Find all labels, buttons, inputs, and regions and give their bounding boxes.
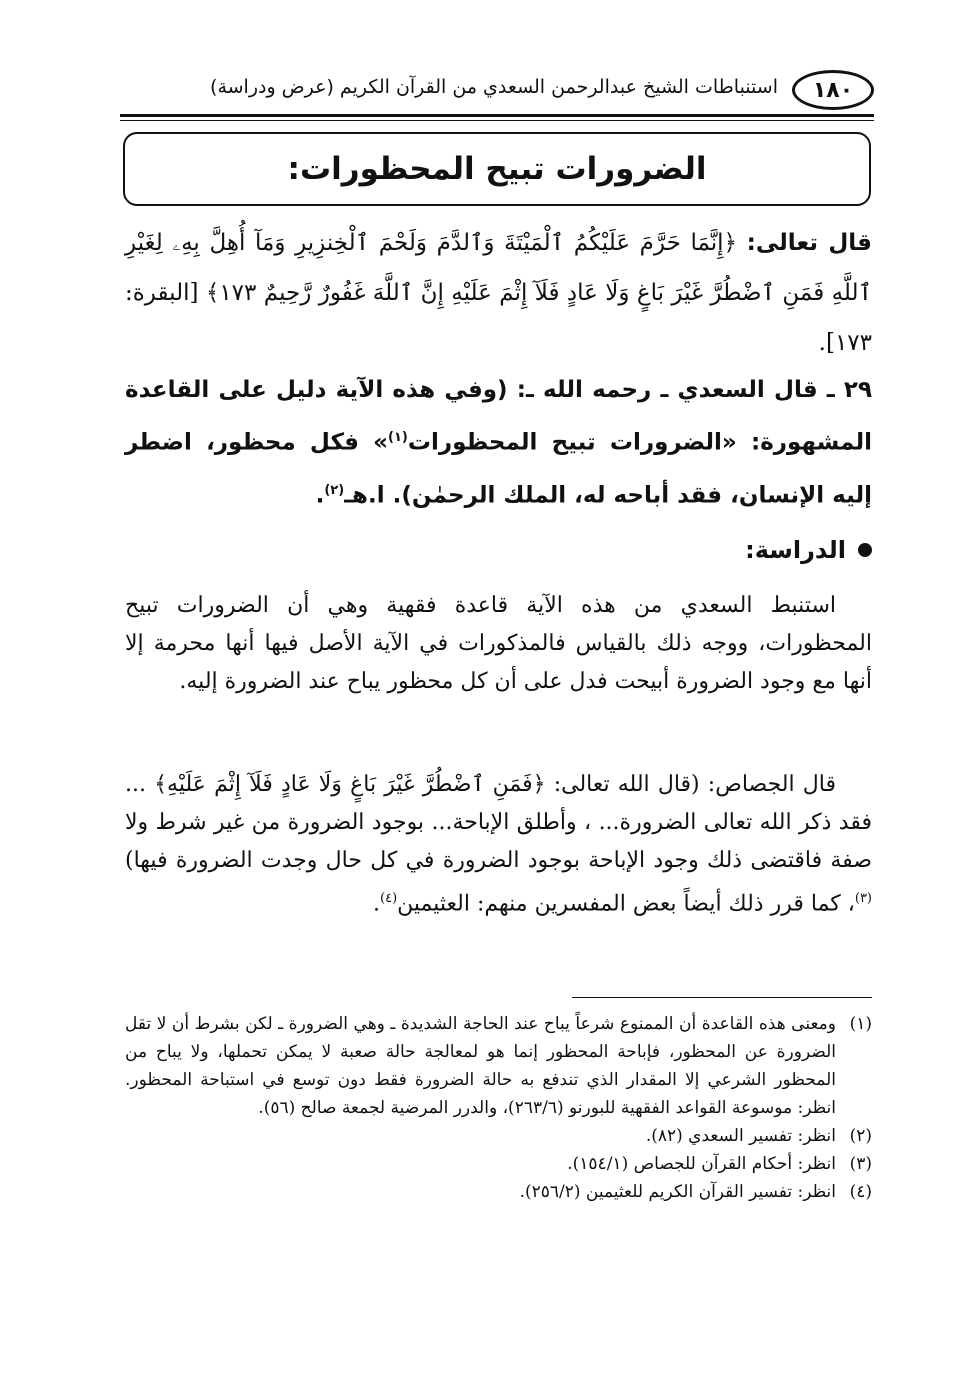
footnote-ref-2: (٢) xyxy=(324,482,345,498)
study-paragraph-1: استنبط السعدي من هذه الآية قاعدة فقهية وهي أن الضرورات تبيح المحظورات، ووجه ذلك بالقياس فالمذكورات في الآية الأصل فيها أنها محرمة إلا أنها مع وجود الضرورة أبيحت فدل على أن كل محظور يباح عند الضرورة إليه. xyxy=(125,593,872,694)
quran-paragraph xyxy=(125,218,872,368)
quran-verse: ﴿إِنَّمَا حَرَّمَ عَلَيْكُمُ ٱلْمَيْتَةَ وَٱلدَّمَ وَلَحْمَ ٱلْخِنزِيرِ وَمَآ أُهِلَّ بِهِۦ لِغَيْرِ ٱللَّهِ فَمَنِ ٱضْطُرَّ غَيْرَ بَاغٍ وَلَا عَادٍ فَلَآ إِثْمَ عَلَيْهِ إِنَّ ٱللَّهَ غَفُورٌ رَّحِيمٌ ١٧٣﴾ xyxy=(125,230,873,306)
footnote-text: انظر: تفسير السعدي (٨٢). xyxy=(645,1126,836,1146)
section-title-box xyxy=(123,132,871,206)
footnote-1 xyxy=(125,1010,872,1122)
footnote-text: ومعنى هذه القاعدة أن الممنوع شرعاً يباح عند الحاجة الشديدة ـ وهي الضرورة ـ لكن بشرط أن لا تقل الضرورة عن المحظور، فإباحة المحظور إنما هو لمعالجة حالة صعبة لا يمكن تحملها، ولا يباح من المحظور الشرعي إلا المقدار الذي تندفع به حالة الضرورة فقط دون توسع في استباحة المحظور. انظر: موسوعة القواعد الفقهية للبورنو (٢٦٣/٦)، والدرر المرضية لجمعة صالح (٥٦). xyxy=(125,1014,836,1118)
study-paragraph-2 xyxy=(125,766,872,923)
running-title: استنباطات الشيخ عبدالرحمن السعدي من القرآن الكريم (عرض ودراسة) xyxy=(210,76,778,98)
header-rule-thin xyxy=(120,120,874,121)
saadi-quote xyxy=(125,366,872,519)
footnote-number: (٢) xyxy=(849,1126,872,1146)
footnote-number: (١) xyxy=(849,1014,872,1034)
page-number: ١٨٠ xyxy=(792,70,874,110)
quran-reference: [البقرة: ١٧٣]. xyxy=(125,280,872,356)
quran-lead: قال تعالى: xyxy=(746,230,872,256)
footnote-ref-4: (٤) xyxy=(380,891,398,906)
page-header xyxy=(120,66,874,110)
section-title: الضرورات تبيح المحظورات: xyxy=(287,151,707,187)
saadi-quote-end: . xyxy=(315,482,325,509)
study-heading-label: الدراسة: xyxy=(745,536,846,564)
footnote-separator xyxy=(572,997,872,998)
bullet-icon xyxy=(858,543,872,557)
footnote-ref-3: (٣) xyxy=(854,891,872,906)
footnote-number: (٣) xyxy=(849,1154,872,1174)
study-paragraph-2-end: . xyxy=(373,891,381,917)
footnote-3 xyxy=(125,1150,872,1178)
study-paragraph-2-cont: ، كما قرر ذلك أيضاً بعض المفسرين منهم: العثيمين xyxy=(397,891,855,917)
study-heading xyxy=(745,536,872,564)
footnote-ref-1: (١) xyxy=(388,430,408,445)
footnote-2 xyxy=(125,1122,872,1150)
footnote-number: (٤) xyxy=(849,1182,872,1202)
header-rule-thick xyxy=(120,114,874,117)
footnote-4 xyxy=(125,1178,872,1206)
footnote-text: انظر: أحكام القرآن للجصاص (١٥٤/١). xyxy=(567,1154,836,1174)
footnote-text: انظر: تفسير القرآن الكريم للعثيمين (٢٥٦/٢). xyxy=(519,1182,836,1202)
jassas-quote: قال الجصاص: (قال الله تعالى: ﴿فَمَنِ ٱضْطُرَّ غَيْرَ بَاغٍ وَلَا عَادٍ فَلَآ إِثْمَ عَلَيْهِ﴾ ... فقد ذكر الله تعالى الضرورة... ، وأطلق الإباحة... بوجود الضرورة من غير شرط ولا صفة فاقتضى ذلك وجود الإباحة بوجود الضرورة في كل حال وجدت الضرورة فيها) xyxy=(125,772,872,873)
footnotes xyxy=(125,1010,872,1206)
saadi-quote-part1: ٢٩ ـ قال السعدي ـ رحمه الله ـ: (وفي هذه الآية دليل على القاعدة المشهورة: «الضرورات تبيح المحظورات xyxy=(125,377,872,456)
saadi-quote-part2: » فكل محظور، اضطر إليه الإنسان، فقد أباحه له، الملك الرحمٰن). ا.هـ xyxy=(125,429,872,509)
